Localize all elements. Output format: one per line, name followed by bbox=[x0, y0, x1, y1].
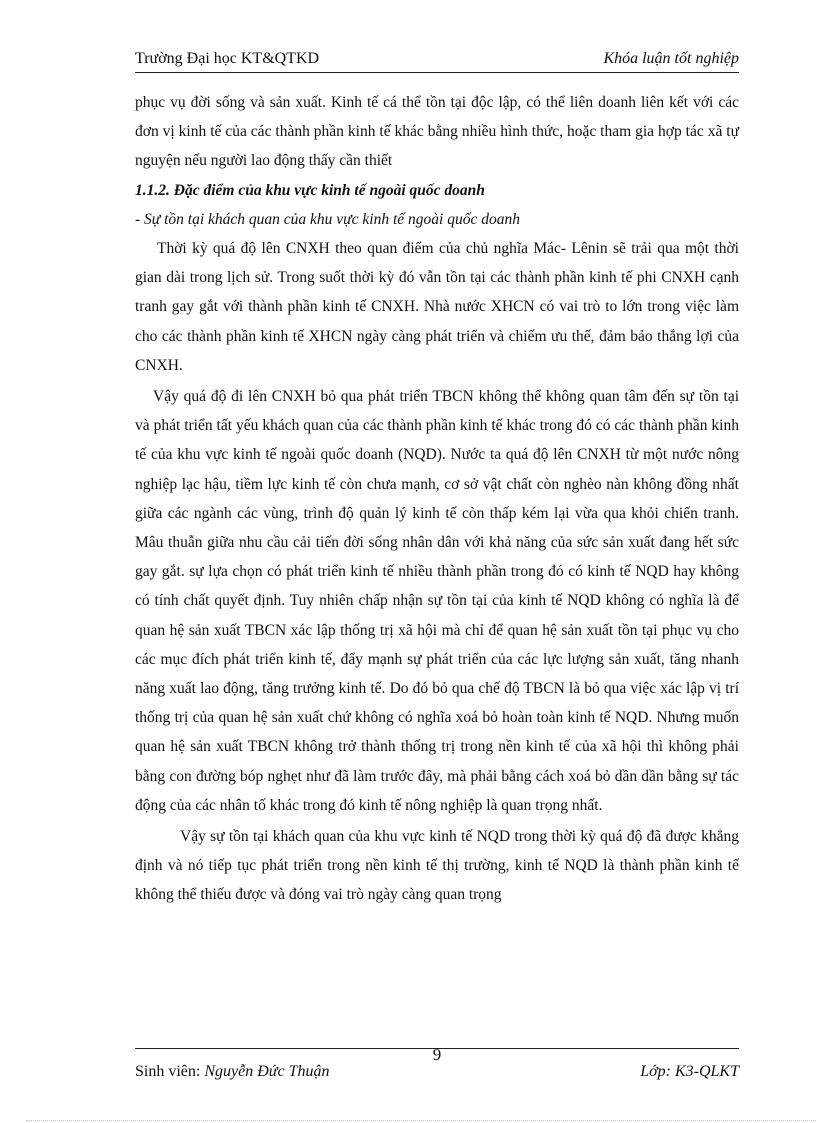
school-name: Trường Đại học KT&QTKD bbox=[135, 50, 320, 67]
student-label: Sinh viên: bbox=[135, 1063, 201, 1080]
paragraph: Vậy quá độ đi lên CNXH bỏ qua phát triển TBCN không thể không quan tâm đến sự tồn tại và phát triển tất yếu khách quan của các thành phần kinh tế khác trong đó có các thành phần kinh tế của khu vực kinh tế ngoài quốc doanh (NQD). Nước ta quá độ lên CNXH từ một nước nông nghiệp lạc hậu, tiềm lực kinh tế còn chưa mạnh, cơ sở vật chất còn nghèo nàn không đồng nhất giữa các ngành các vùng, trình độ quản lý kinh tế còn thấp kém lại vừa qua khỏi chiến tranh. Mâu thuẫn giữa nhu cầu cải tiến đời sống nhân dân với khả năng của sức sản xuất đang hết sức gay gắt. sự lựa chọn có phát triển kinh tế nhiều thành phần trong đó có kinh tế NQD hay không có tính chất quyết định. Tuy nhiên chấp nhận sự tồn tại của kinh tế NQD không có nghĩa là để quan hệ sản xuất TBCN xác lập thống trị xã hội mà chỉ để quan hệ sản xuất tồn tại phục vụ cho các mục đích phát triển kinh tế, đẩy mạnh sự phát triển của các lực lượng sản xuất, tăng nhanh năng xuất lao động, tăng trưởng kinh tế. Do đó bỏ qua chế độ TBCN là bỏ qua việc xác lập vị trí thống trị của quan hệ sản xuất chứ không có nghĩa xoá bỏ hoàn toàn kinh tế NQD. Nhưng muốn quan hệ sản xuất TBCN không trở thành thống trị trong nền kinh tế của xã hội thì không phải bằng con đường bóp nghẹt như đã làm trước đây, mà phải bằng cách xoá bỏ dần dần bằng sự tác động của các nhân tố khác trong đó kinh tế nông nghiệp là quan trọng nhất. bbox=[135, 388, 739, 814]
paragraph: Thời kỳ quá độ lên CNXH theo quan điểm của chủ nghĩa Mác- Lênin sẽ trải qua một thời gian dài trong lịch sử. Trong suốt thời kỳ đó vẫn tồn tại các thành phần kinh tế phi CNXH cạnh tranh gay gắt với thành phần kinh tế CNXH. Nhà nước XHCN có vai trò to lớn trong việc làm cho các thành phần kinh tế XHCN ngày càng phát triển và chiếm ưu thế, đảm bảo thắng lợi của CNXH. bbox=[135, 240, 739, 374]
student-name: Nguyễn Đức Thuận bbox=[204, 1063, 330, 1080]
body-text bbox=[135, 88, 739, 910]
page-header bbox=[135, 48, 739, 73]
subheading: - Sự tồn tại khách quan của khu vực kinh tế ngoài quốc doanh bbox=[135, 210, 520, 228]
paragraph: Vậy sự tồn tại khách quan của khu vực kinh tế NQD trong thời kỳ quá độ đã được khẳng định và nó tiếp tục phát triển trong nền kinh tế thị trường, kinh tế NQD là thành phần kinh tế không thể thiếu được và đóng vai trò ngày càng quan trọng bbox=[135, 828, 739, 904]
section-heading: 1.1.2. Đặc điểm của khu vực kinh tế ngoài quốc doanh bbox=[135, 181, 485, 199]
page-footer bbox=[135, 1045, 739, 1085]
paragraph-continued: phục vụ đời sống và sản xuất. Kinh tế cá thể tồn tại độc lập, có thể liên doanh liên kết với các đơn vị kinh tế của các thành phần kinh tế khác bằng nhiều hình thức, hoặc tham gia hợp tác xã tự nguyện nếu người lao động thấy cần thiết bbox=[135, 94, 739, 170]
class-info: Lớp: K3-QLKT bbox=[640, 1063, 739, 1080]
page-number: 9 bbox=[432, 1045, 442, 1064]
bottom-dotted-line bbox=[26, 1120, 816, 1121]
document-type: Khóa luận tốt nghiệp bbox=[603, 50, 739, 67]
student-info bbox=[135, 1063, 330, 1081]
